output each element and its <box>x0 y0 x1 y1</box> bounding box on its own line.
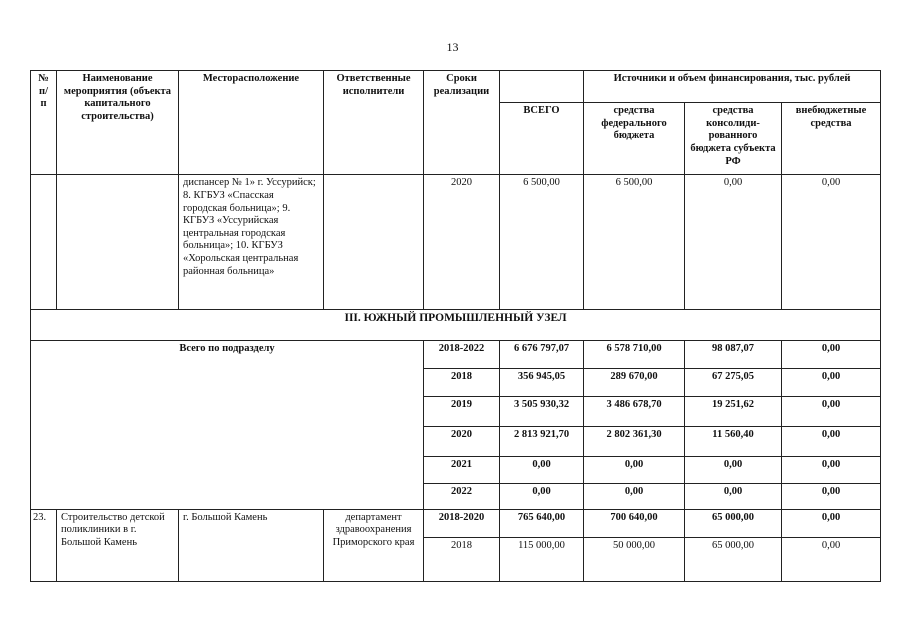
subtotal-year: 2018-2022 <box>424 341 500 369</box>
item-name: Строительство детской поликлиники в г. Большой Камень <box>57 509 179 581</box>
item-total: 115 000,00 <box>500 537 584 581</box>
header-federal: средства федерального бюджета <box>584 103 685 175</box>
financing-table <box>30 70 881 582</box>
item-federal: 700 640,00 <box>584 509 685 537</box>
item-extra: 0,00 <box>782 537 881 581</box>
subtotal-total: 6 676 797,07 <box>500 341 584 369</box>
item-location: г. Большой Камень <box>179 509 324 581</box>
item-regional: 65 000,00 <box>685 509 782 537</box>
header-num: № п/ п <box>31 71 57 175</box>
header-funding: Источники и объем финансирования, тыс. рублей <box>584 71 881 103</box>
item-regional: 65 000,00 <box>685 537 782 581</box>
row-location: диспансер № 1» г. Уссурийск; 8. КГБУЗ «Спасская городская больница»; 9. КГБУЗ «Уссурийская центральная городская больница»; 10. КГБУЗ «Хорольская центральная районная больница» <box>179 175 324 310</box>
header-regional: средства консолиди-рованного бюджета субъекта РФ <box>685 103 782 175</box>
subtotal-year: 2021 <box>424 457 500 483</box>
header-name: Наименование мероприятия (объекта капитального строительства) <box>57 71 179 175</box>
row-regional: 0,00 <box>685 175 782 310</box>
page-number: 13 <box>446 40 459 54</box>
subtotal-total: 2 813 921,70 <box>500 427 584 457</box>
subtotal-federal: 0,00 <box>584 457 685 483</box>
subtotal-federal: 3 486 678,70 <box>584 397 685 427</box>
header-responsible: Ответственные исполнители <box>324 71 424 175</box>
subtotal-regional: 0,00 <box>685 483 782 509</box>
section-row <box>31 309 881 340</box>
subtotal-total: 0,00 <box>500 457 584 483</box>
subtotal-federal: 0,00 <box>584 483 685 509</box>
item-responsible: департамент здравоохранения Приморского края <box>324 509 424 581</box>
header-extra: внебюджетные средства <box>782 103 881 175</box>
item-num: 23. <box>31 509 57 581</box>
row-federal: 6 500,00 <box>584 175 685 310</box>
subtotal-regional: 67 275,05 <box>685 369 782 397</box>
item-extra: 0,00 <box>782 509 881 537</box>
subtotal-year: 2020 <box>424 427 500 457</box>
row-extra: 0,00 <box>782 175 881 310</box>
subtotal-extra: 0,00 <box>782 427 881 457</box>
table-row <box>31 175 881 310</box>
header-total: ВСЕГО <box>500 103 584 175</box>
item-year: 2018 <box>424 537 500 581</box>
subtotal-extra: 0,00 <box>782 369 881 397</box>
row-year: 2020 <box>424 175 500 310</box>
subtotal-extra: 0,00 <box>782 457 881 483</box>
item-federal: 50 000,00 <box>584 537 685 581</box>
subtotal-federal: 6 578 710,00 <box>584 341 685 369</box>
table-row <box>31 341 881 369</box>
subtotal-extra: 0,00 <box>782 483 881 509</box>
subtotal-federal: 289 670,00 <box>584 369 685 397</box>
subtotal-year: 2018 <box>424 369 500 397</box>
row-total: 6 500,00 <box>500 175 584 310</box>
subtotal-regional: 19 251,62 <box>685 397 782 427</box>
subtotal-regional: 0,00 <box>685 457 782 483</box>
subtotal-extra: 0,00 <box>782 397 881 427</box>
subtotal-federal: 2 802 361,30 <box>584 427 685 457</box>
subtotal-total: 3 505 930,32 <box>500 397 584 427</box>
header-location: Месторасположение <box>179 71 324 175</box>
item-year: 2018-2020 <box>424 509 500 537</box>
subtotal-year: 2022 <box>424 483 500 509</box>
section-title: III. ЮЖНЫЙ ПРОМЫШЛЕННЫЙ УЗЕЛ <box>31 309 881 340</box>
item-total: 765 640,00 <box>500 509 584 537</box>
subtotal-year: 2019 <box>424 397 500 427</box>
table-row <box>31 509 881 537</box>
subtotal-extra: 0,00 <box>782 341 881 369</box>
subtotal-total: 356 945,05 <box>500 369 584 397</box>
subtotal-total: 0,00 <box>500 483 584 509</box>
header-row-1 <box>31 71 881 103</box>
subtotal-label: Всего по подразделу <box>31 341 424 510</box>
subtotal-regional: 11 560,40 <box>685 427 782 457</box>
subtotal-regional: 98 087,07 <box>685 341 782 369</box>
header-terms: Сроки реализации <box>424 71 500 175</box>
header-empty <box>500 71 584 103</box>
